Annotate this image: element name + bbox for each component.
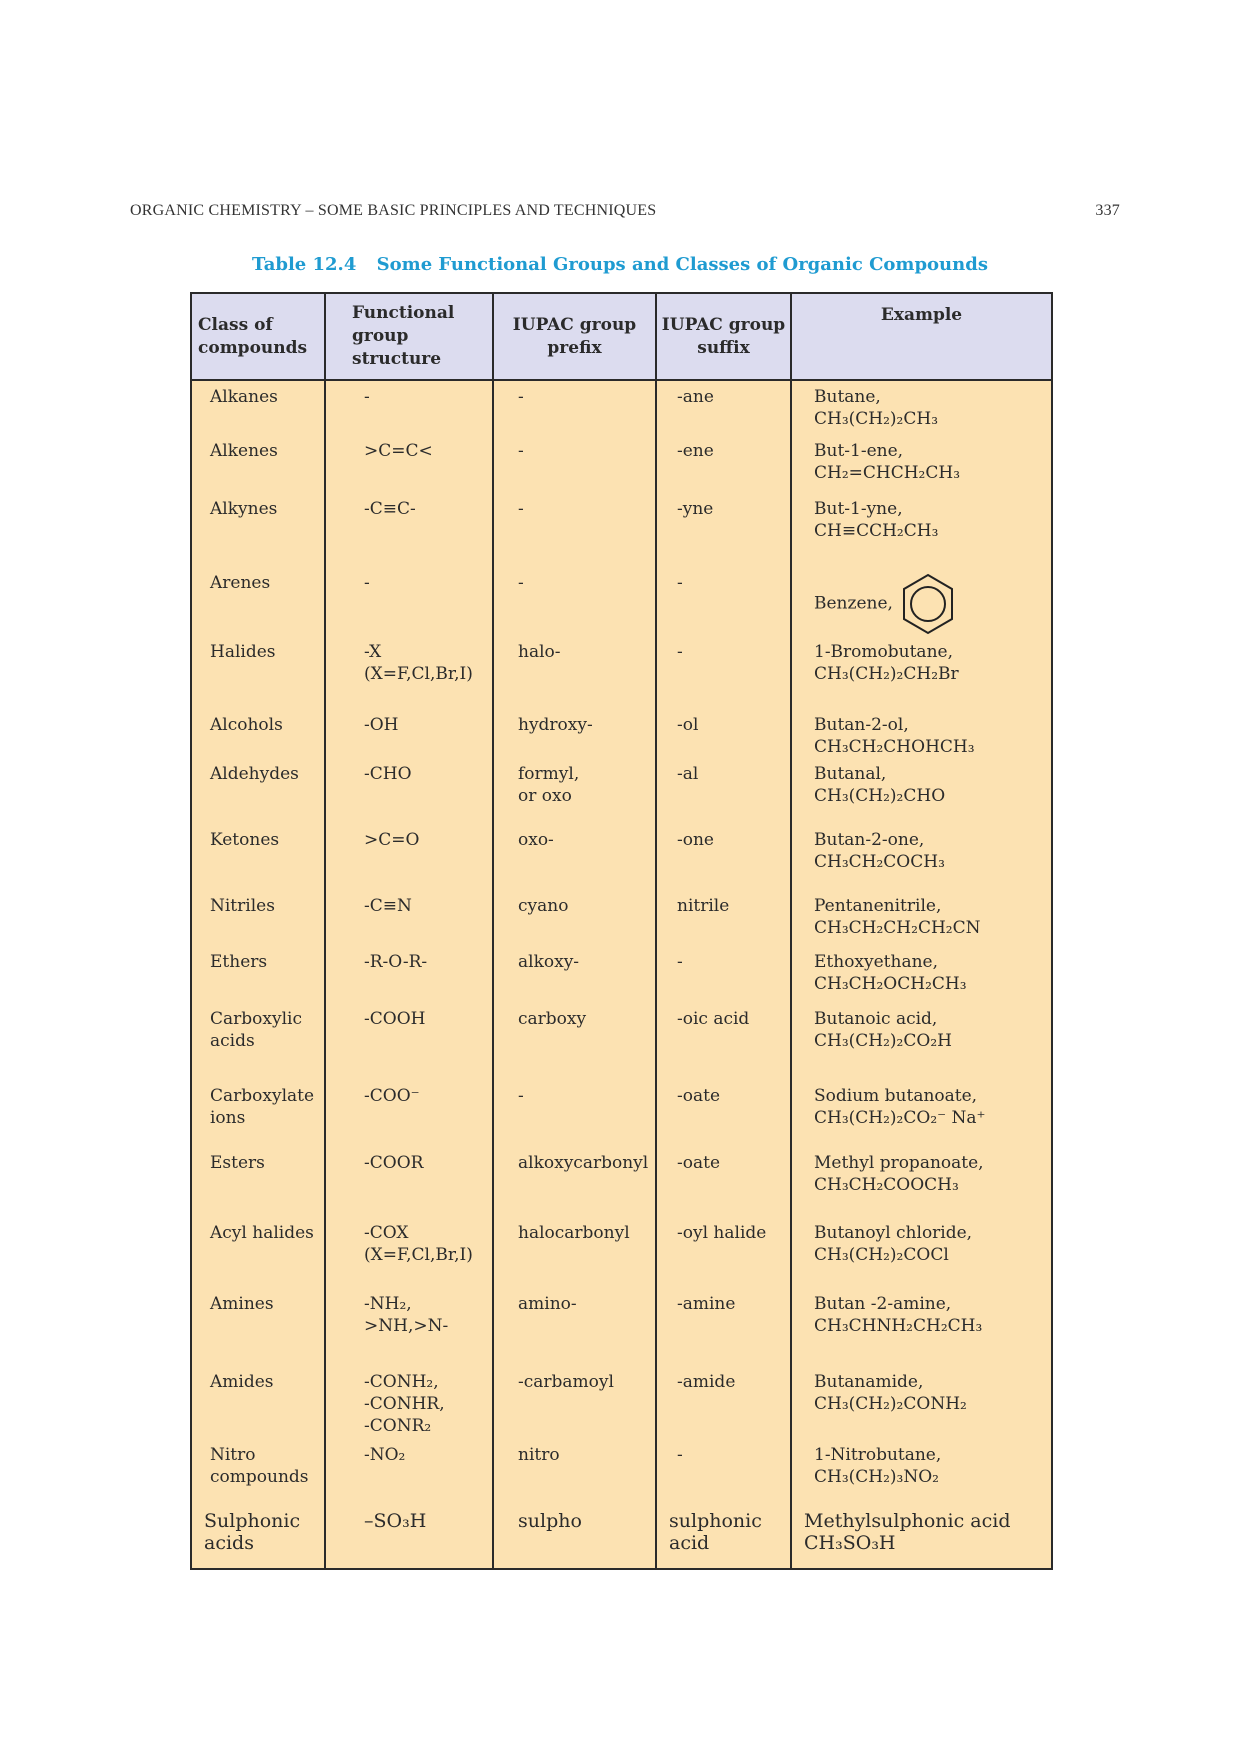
prefix-cell-text: halocarbonyl (518, 1223, 630, 1243)
functional-group-cell-text: -C≡N (364, 896, 412, 916)
suffix-cell-text: -amide (677, 1372, 736, 1392)
example-cell-text: Butanoyl chloride, CH₃(CH₂)₂COCl (814, 1223, 973, 1265)
suffix-cell (656, 435, 791, 493)
prefix-cell-text: formyl, or oxo (518, 764, 580, 806)
suffix-cell (656, 1147, 791, 1217)
table-row (191, 709, 1052, 758)
functional-groups-table (190, 292, 1053, 1570)
table-row (191, 1080, 1052, 1147)
suffix-cell-text: -oate (677, 1153, 721, 1173)
class-cell (191, 890, 325, 946)
running-head (130, 202, 1120, 220)
suffix-cell-text: - (677, 1445, 683, 1465)
functional-group-cell-text: -NO₂ (364, 1445, 406, 1465)
table-caption-title: Some Functional Groups and Classes of Organic Compounds (376, 254, 988, 275)
table-row (191, 1288, 1052, 1366)
functional-group-cell (325, 824, 493, 890)
example-cell (791, 1366, 1052, 1439)
header-iupac-prefix: IUPAC group prefix (493, 293, 656, 380)
example-cell-text: Butan -2-amine, CH₃CHNH₂CH₂CH₃ (814, 1294, 983, 1336)
table-row (191, 1505, 1052, 1569)
suffix-cell-text: -oyl halide (677, 1223, 767, 1243)
prefix-cell (493, 1288, 656, 1366)
prefix-cell-text: - (518, 387, 524, 407)
functional-group-cell (325, 1288, 493, 1366)
class-cell-text: Arenes (210, 573, 271, 593)
class-cell (191, 946, 325, 1003)
prefix-cell-text: sulpho (518, 1510, 582, 1532)
functional-group-cell-text: -COOH (364, 1009, 426, 1029)
functional-group-cell-text: -COOR (364, 1153, 424, 1173)
class-cell (191, 824, 325, 890)
prefix-cell (493, 567, 656, 636)
class-cell-text: Aldehydes (210, 764, 299, 784)
prefix-cell (493, 890, 656, 946)
table-row (191, 1217, 1052, 1288)
class-cell (191, 636, 325, 709)
prefix-cell-text: carboxy (518, 1009, 587, 1029)
functional-group-cell (325, 890, 493, 946)
functional-group-cell-text: –SO₃H (364, 1510, 427, 1532)
class-cell (191, 1080, 325, 1147)
class-cell (191, 435, 325, 493)
prefix-cell (493, 1147, 656, 1217)
table-row (191, 1439, 1052, 1505)
class-cell-text: Nitro compounds (210, 1445, 309, 1487)
class-cell (191, 1288, 325, 1366)
class-cell-text: Nitriles (210, 896, 275, 916)
example-cell (791, 890, 1052, 946)
class-cell-text: Esters (210, 1153, 265, 1173)
suffix-cell-text: -oic acid (677, 1009, 750, 1029)
functional-group-cell-text: - (364, 387, 370, 407)
table-row (191, 1003, 1052, 1080)
functional-group-cell-text: >C=O (364, 830, 420, 850)
example-cell-text: But-1-ene, CH₂=CHCH₂CH₃ (814, 441, 961, 483)
prefix-cell (493, 1439, 656, 1505)
class-cell-text: Acyl halides (210, 1223, 314, 1243)
table-row (191, 493, 1052, 567)
suffix-cell-text: -ene (677, 441, 714, 461)
table-caption (0, 254, 1240, 275)
table-row (191, 758, 1052, 824)
example-cell-text: Butanoic acid, CH₃(CH₂)₂CO₂H (814, 1009, 952, 1051)
prefix-cell (493, 435, 656, 493)
example-cell-text: 1-Nitrobutane, CH₃(CH₂)₃NO₂ (814, 1445, 942, 1487)
suffix-cell-text: - (677, 952, 683, 972)
prefix-cell (493, 1217, 656, 1288)
functional-group-cell (325, 636, 493, 709)
example-cell-text: Butanamide, CH₃(CH₂)₂CONH₂ (814, 1372, 967, 1414)
functional-group-cell-text: -C≡C- (364, 499, 416, 519)
prefix-cell (493, 1505, 656, 1569)
suffix-cell (656, 1003, 791, 1080)
example-cell (791, 1080, 1052, 1147)
example-cell (791, 1505, 1052, 1569)
functional-group-cell-text: >C=C< (364, 441, 433, 461)
suffix-cell-text: -amine (677, 1294, 736, 1314)
class-cell (191, 493, 325, 567)
example-cell (791, 1288, 1052, 1366)
example-cell (791, 709, 1052, 758)
example-cell-text: Butan-2-one, CH₃CH₂COCH₃ (814, 830, 945, 872)
prefix-cell-text: hydroxy- (518, 715, 593, 735)
example-cell (791, 824, 1052, 890)
class-cell-text: Alkynes (210, 499, 278, 519)
functional-group-cell-text: -OH (364, 715, 399, 735)
example-cell-text: Butan-2-ol, CH₃CH₂CHOHCH₃ (814, 715, 975, 757)
prefix-cell-text: - (518, 499, 524, 519)
prefix-cell (493, 1080, 656, 1147)
example-cell (791, 758, 1052, 824)
functional-group-cell (325, 1217, 493, 1288)
header-iupac-suffix: IUPAC group suffix (656, 293, 791, 380)
table-caption-label: Table 12.4 (252, 254, 357, 275)
table-row (191, 380, 1052, 435)
prefix-cell-text: cyano (518, 896, 569, 916)
table-row (191, 890, 1052, 946)
prefix-cell (493, 493, 656, 567)
example-cell (791, 380, 1052, 435)
functional-group-cell (325, 758, 493, 824)
suffix-cell-text: nitrile (677, 896, 730, 916)
example-cell (791, 493, 1052, 567)
functional-group-cell-text: - (364, 573, 370, 593)
example-cell (791, 1003, 1052, 1080)
suffix-cell (656, 824, 791, 890)
functional-group-cell (325, 435, 493, 493)
example-cell-text: Methyl propanoate, CH₃CH₂COOCH₃ (814, 1153, 984, 1195)
prefix-cell (493, 380, 656, 435)
table-row (191, 567, 1052, 636)
prefix-cell (493, 1003, 656, 1080)
prefix-cell (493, 636, 656, 709)
class-cell (191, 1217, 325, 1288)
functional-group-cell (325, 1366, 493, 1439)
functional-group-cell-text: -CONH₂, -CONHR, -CONR₂ (364, 1372, 445, 1436)
functional-group-cell-text: -CHO (364, 764, 412, 784)
functional-group-cell-text: -R-O-R- (364, 952, 428, 972)
functional-group-cell-text: -COX (X=F,Cl,Br,I) (364, 1223, 473, 1265)
class-cell (191, 1366, 325, 1439)
functional-group-cell (325, 1439, 493, 1505)
example-cell (791, 1217, 1052, 1288)
table-row (191, 1366, 1052, 1439)
prefix-cell-text: - (518, 441, 524, 461)
example-cell-text: Methylsulphonic acid CH₃SO₃H (804, 1510, 1011, 1554)
prefix-cell-text: halo- (518, 642, 561, 662)
class-cell (191, 1147, 325, 1217)
functional-group-cell (325, 1505, 493, 1569)
example-cell-text: Benzene, (814, 593, 893, 614)
class-cell (191, 1439, 325, 1505)
running-head-title: ORGANIC CHEMISTRY – SOME BASIC PRINCIPLES AND TECHNIQUES (130, 202, 657, 219)
suffix-cell (656, 709, 791, 758)
functional-group-cell-text: -X (X=F,Cl,Br,I) (364, 642, 473, 684)
example-cell-text: Butanal, CH₃(CH₂)₂CHO (814, 764, 946, 806)
suffix-cell-text: - (677, 642, 683, 662)
class-cell (191, 758, 325, 824)
suffix-cell-text: -yne (677, 499, 714, 519)
class-cell (191, 567, 325, 636)
suffix-cell (656, 493, 791, 567)
suffix-cell (656, 1366, 791, 1439)
prefix-cell-text: amino- (518, 1294, 577, 1314)
functional-group-cell (325, 493, 493, 567)
benzene-ring-icon (899, 572, 957, 636)
prefix-cell (493, 1366, 656, 1439)
prefix-cell-text: alkoxycarbonyl (518, 1153, 649, 1173)
suffix-cell-text: -ol (677, 715, 699, 735)
suffix-cell (656, 758, 791, 824)
table-row (191, 435, 1052, 493)
example-cell-text: Pentanenitrile, CH₃CH₂CH₂CH₂CN (814, 896, 981, 938)
table-body (191, 380, 1052, 1569)
prefix-cell-text: - (518, 1086, 524, 1106)
table-row (191, 636, 1052, 709)
table-row (191, 946, 1052, 1003)
header-functional-group: Functional group structure (325, 293, 493, 380)
suffix-cell-text: sulphonic acid (669, 1510, 762, 1554)
prefix-cell-text: alkoxy- (518, 952, 580, 972)
example-cell (791, 435, 1052, 493)
example-cell (791, 636, 1052, 709)
suffix-cell-text: -one (677, 830, 714, 850)
suffix-cell (656, 890, 791, 946)
class-cell-text: Sulphonic acids (204, 1510, 301, 1554)
class-cell (191, 709, 325, 758)
functional-group-cell (325, 1147, 493, 1217)
table-row (191, 1147, 1052, 1217)
suffix-cell (656, 946, 791, 1003)
class-cell-text: Alkanes (210, 387, 278, 407)
page-number: 337 (1095, 202, 1120, 219)
example-cell-text: But-1-yne, CH≡CCH₂CH₃ (814, 499, 939, 541)
functional-group-cell (325, 567, 493, 636)
functional-group-cell (325, 380, 493, 435)
functional-group-cell (325, 709, 493, 758)
suffix-cell (656, 1505, 791, 1569)
prefix-cell (493, 758, 656, 824)
suffix-cell (656, 1439, 791, 1505)
table-header-row (191, 293, 1052, 380)
suffix-cell-text: - (677, 573, 683, 593)
prefix-cell (493, 709, 656, 758)
prefix-cell-text: nitro (518, 1445, 560, 1465)
suffix-cell-text: -ane (677, 387, 714, 407)
benzene-inner-ring (911, 587, 945, 621)
prefix-cell (493, 824, 656, 890)
class-cell-text: Ketones (210, 830, 280, 850)
suffix-cell (656, 380, 791, 435)
example-cell-text: Ethoxyethane, CH₃CH₂OCH₂CH₃ (814, 952, 967, 994)
class-cell (191, 1003, 325, 1080)
class-cell-text: Alcohols (210, 715, 283, 735)
functional-group-cell-text: -NH₂, >NH,>N- (364, 1294, 449, 1336)
class-cell-text: Halides (210, 642, 276, 662)
class-cell-text: Amides (210, 1372, 274, 1392)
table-row (191, 824, 1052, 890)
example-cell-text: Butane, CH₃(CH₂)₂CH₃ (814, 387, 939, 429)
class-cell-text: Ethers (210, 952, 268, 972)
suffix-cell (656, 1217, 791, 1288)
class-cell (191, 1505, 325, 1569)
example-cell (791, 567, 1052, 636)
class-cell-text: Amines (210, 1294, 274, 1314)
example-cell-text: Sodium butanoate, CH₃(CH₂)₂CO₂⁻ Na⁺ (814, 1086, 986, 1128)
prefix-cell (493, 946, 656, 1003)
class-cell (191, 380, 325, 435)
prefix-cell-text: -carbamoyl (518, 1372, 614, 1392)
suffix-cell (656, 567, 791, 636)
suffix-cell (656, 636, 791, 709)
class-cell-text: Carboxylic acids (210, 1009, 302, 1051)
suffix-cell-text: -al (677, 764, 699, 784)
functional-group-cell (325, 1003, 493, 1080)
suffix-cell (656, 1080, 791, 1147)
class-cell-text: Alkenes (210, 441, 278, 461)
header-example: Example (791, 293, 1052, 380)
suffix-cell-text: -oate (677, 1086, 721, 1106)
functional-group-cell-text: -COO⁻ (364, 1086, 420, 1106)
example-cell (791, 946, 1052, 1003)
prefix-cell-text: - (518, 573, 524, 593)
example-cell (791, 1439, 1052, 1505)
prefix-cell-text: oxo- (518, 830, 554, 850)
example-cell (791, 1147, 1052, 1217)
functional-group-cell (325, 946, 493, 1003)
functional-group-cell (325, 1080, 493, 1147)
header-class: Class of compounds (191, 293, 325, 380)
example-cell-text: 1-Bromobutane, CH₃(CH₂)₂CH₂Br (814, 642, 959, 684)
suffix-cell (656, 1288, 791, 1366)
class-cell-text: Carboxylate ions (210, 1086, 315, 1128)
